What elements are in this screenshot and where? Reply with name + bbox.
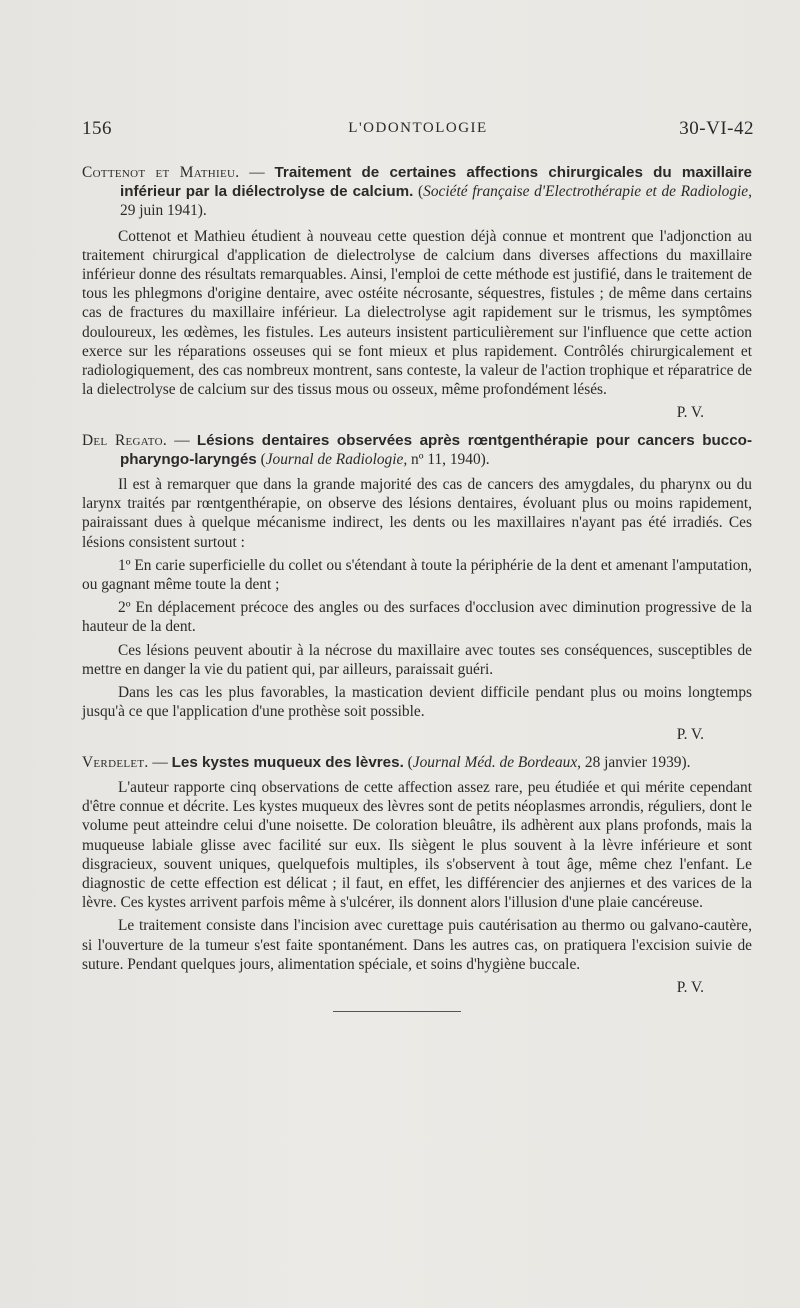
article-signature: P. V. (676, 978, 704, 996)
running-title: L'ODONTOLOGIE (348, 120, 488, 136)
running-header (82, 118, 754, 142)
ref-tail: nº 11, 1940). (407, 450, 490, 468)
article-paragraph: Ces lésions peuvent aboutir à la nécrose du maxillaire avec toutes ses conséquences, susceptibles de mettre en danger la vie du patient qui, par ailleurs, paraissait guéri. (82, 641, 752, 678)
end-separator-rule (333, 1011, 461, 1012)
article-author: Cottenot et Mathieu. (82, 164, 240, 181)
page-number: 156 (82, 118, 112, 139)
article-cottenot (82, 163, 752, 423)
article-title: Traitement de certaines affections chirurgicales du maxillaire inférieur par la diélectrolyse de calcium. (120, 164, 752, 201)
article-title: Lésions dentaires observées après rœntgenthérapie pour cancers bucco-pharyngo-laryngés (120, 431, 753, 468)
article-column (82, 163, 752, 1012)
heading-dash: — (148, 753, 172, 771)
article-author: Verdelet. (82, 753, 149, 771)
article-title: Les kystes muqueux des lèvres. (171, 753, 404, 771)
article-paragraph: Dans les cas les plus favorables, la mastication devient difficile pendant plus ou moins longtemps jusqu'à ce que l'application d'une prothèse soit possible. (82, 684, 752, 721)
article-signature: P. V. (676, 404, 704, 422)
article-del-regato (82, 431, 752, 745)
article-signature: P. V. (676, 726, 704, 744)
article-reference: Journal Méd. de Bordeaux, (412, 753, 582, 771)
ref-tail: 29 juin 1941). (120, 202, 207, 220)
article-paragraph: 1º En carie superficielle du collet ou s'étendant à toute la périphérie de la dent et amenant l'amputation, ou gagnant même toute la dent ; (82, 556, 752, 594)
ref-open: ( (403, 753, 413, 771)
article-reference: Journal de Radiologie, (265, 450, 408, 468)
ref-open: ( (413, 183, 424, 201)
article-verdelet (82, 753, 752, 997)
article-heading (82, 431, 752, 469)
issue-date: 30-VI-42 (679, 118, 754, 139)
ref-open: ( (256, 450, 266, 468)
article-heading (82, 753, 752, 772)
article-heading (82, 163, 752, 221)
article-reference: Société française d'Electrothérapie et de Radiologie, (423, 183, 752, 201)
heading-dash: — (239, 164, 275, 181)
article-paragraph: 2º En déplacement précoce des angles ou des surfaces d'occlusion avec diminution progressive de la hauteur de la dent. (82, 599, 752, 636)
article-paragraph: L'auteur rapporte cinq observations de cette affection assez rare, peu étudiée et qui mérite cependant d'être connue et décrite. Les kystes muqueux des lèvres sont de petits néoplasmes arrondis, réguliers, dont le volume peut atteindre celui d'une noisette. De coloration bleuâtre, ils adhèrent aux plans profonds, mais la muqueuse labiale glisse avec facilité sur eux. Ils siègent le plus souvent à la lèvre inférieure et sont disgracieux, souvent uniques, quelquefois multiples, ils s'observent à tout âge, même chez l'enfant. Le diagnostic de cette effection est délicat ; il faut, en effet, les différencier des anjiernes et des varices de la lèvre. Ces kystes arrivent parfois même à s'ulcérer, ils donnent alors l'illusion d'une plaie cancéreuse. (82, 778, 752, 912)
article-paragraph: Cottenot et Mathieu étudient à nouveau cette question déjà connue et montrent que l'adjonction au traitement chirurgical d'application de dielectrolyse de calcium dans diverses affections du maxillaire inférieur donne des résultats remarquables. Ainsi, l'emploi de cette méthode est justifié, dans le traitement de tous les phlegmons d'origine dentaire, avec ostéite nécrosante, séquestres, fistules ; de même dans certains cas de fractures du maxillaire inférieur. La dielectrolyse agit rapidement sur le trismus, les symptômes douloureux, les œdèmes, les fistules. Les auteurs insistent particulièrement sur l'influence que cette action exerce sur les réparations osseuses qui se font mieux et plus rapidement. Contrôlés chirurgicalement et radiologiquement, des cas nombreux montrent, sans conteste, la valeur de l'action trophique et réparatrice de la dielectrolyse de calcium sur des tissus mous ou osseux, même profondément lésés. (82, 227, 752, 399)
article-paragraph: Il est à remarquer que dans la grande majorité des cas de cancers des amygdales, du pharynx ou du larynx traités par rœntgenthérapie, on observe des lésions dentaires, évoluant plus ou moins rapidement, pairaissant dues à quelque mécanisme indirect, les dents ou les maxillaires n'ayant pas été irradiés. Ces lésions consistent surtout : (82, 476, 752, 551)
article-author: Del Regato. (82, 431, 168, 449)
ref-tail: 28 janvier 1939). (581, 753, 691, 771)
article-paragraph: Le traitement consiste dans l'incision avec curettage puis cautérisation au thermo ou galvano-cautère, si l'ouverture de la tumeur s'est faite spontanément. Dans les autres cas, on pratiquera l'excision suivie de suture. Pendant quelques jours, alimentation spéciale, et soins d'hygiène buccale. (82, 917, 752, 973)
heading-dash: — (167, 431, 197, 449)
